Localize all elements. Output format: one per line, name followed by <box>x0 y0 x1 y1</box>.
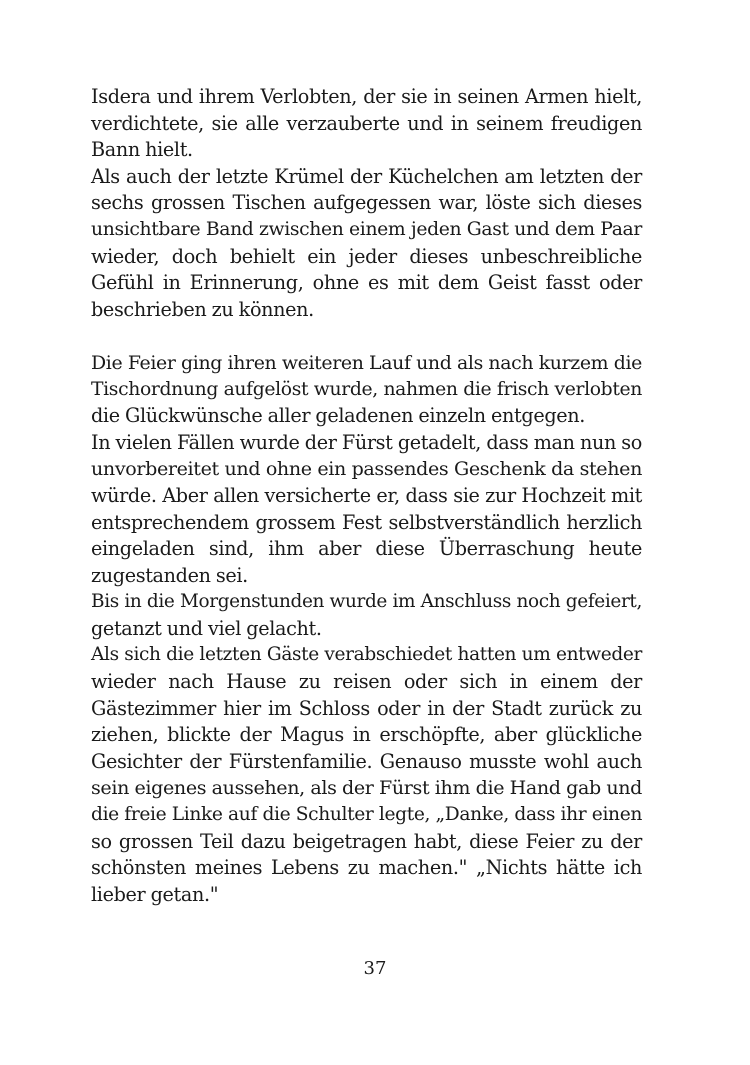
page-body <box>91 84 642 908</box>
text-line: verdichtete, sie alle verzauberte und in seinem freudigen <box>91 111 642 135</box>
text-line: Die Feier ging ihren weiteren Lauf und als nach kurzem die <box>91 351 642 374</box>
text-line: zugestanden sei. <box>91 563 248 587</box>
text-line: ziehen, blickte der Magus in erschöpfte, aber glückliche <box>91 723 642 747</box>
text-line: so grossen Teil dazu beigetragen habt, diese Feier zu der <box>91 829 642 853</box>
text-line: unvorbereitet und ohne ein passendes Geschenk da stehen <box>91 458 642 481</box>
text-line: die freie Linke auf die Schulter legte, „Danke, dass ihr einen <box>91 804 642 826</box>
text-line: würde. Aber allen versicherte er, dass sie zur Hochzeit mit <box>91 483 642 507</box>
text-line: Als auch der letzte Krümel der Küchelchen am letzten der <box>91 164 642 188</box>
text-line: In vielen Fällen wurde der Fürst getadelt, dass man nun so <box>91 430 642 454</box>
text-block-2 <box>91 350 642 908</box>
text-line: Gesichter der Fürstenfamilie. Genauso musste wohl auch <box>91 749 642 773</box>
text-line: lieber getan." <box>91 882 219 906</box>
text-line: sein eigenes aussehen, als der Fürst ihm die Hand gab und <box>91 777 642 800</box>
text-line: Bann hielt. <box>91 138 193 162</box>
text-line: entsprechendem grossem Fest selbstverständlich herzlich <box>91 510 642 534</box>
text-line: Gästezimmer hier im Schloss oder in der Stadt zurück zu <box>91 696 642 720</box>
text-line: beschrieben zu können. <box>91 297 314 321</box>
text-line: unsichtbare Band zwischen einem jeden Gast und dem Paar <box>91 218 642 240</box>
text-line: wieder nach Hause zu reisen oder sich in einem der <box>91 670 642 694</box>
text-line: Als sich die letzten Gäste verabschiedet hatten um entweder <box>91 644 642 666</box>
text-line: schönsten meines Lebens zu machen." „Nichts hätte ich <box>91 856 642 880</box>
text-block-1 <box>91 84 642 323</box>
text-line: Tischordnung aufgelöst wurde, nahmen die frisch verlobten <box>91 378 642 400</box>
paragraph-gap <box>91 323 642 350</box>
text-line: eingeladen sind, ihm aber diese Überraschung heute <box>91 537 642 561</box>
text-line: Isdera und ihrem Verlobten, der sie in seinen Armen hielt, <box>91 85 642 108</box>
page-number: 37 <box>363 958 387 979</box>
text-line: Bis in die Morgenstunden wurde im Anschluss noch gefeiert, <box>91 591 642 613</box>
text-line: Gefühl in Erinnerung, ohne es mit dem Geist fasst oder <box>91 271 642 295</box>
text-line: sechs grossen Tischen aufgegessen war, löste sich dieses <box>91 191 642 215</box>
text-line: wieder, doch behielt ein jeder dieses unbeschreibliche <box>91 244 642 268</box>
text-line: getanzt und viel gelacht. <box>91 616 322 640</box>
text-line: die Glückwünsche aller geladenen einzeln entgegen. <box>91 404 586 428</box>
